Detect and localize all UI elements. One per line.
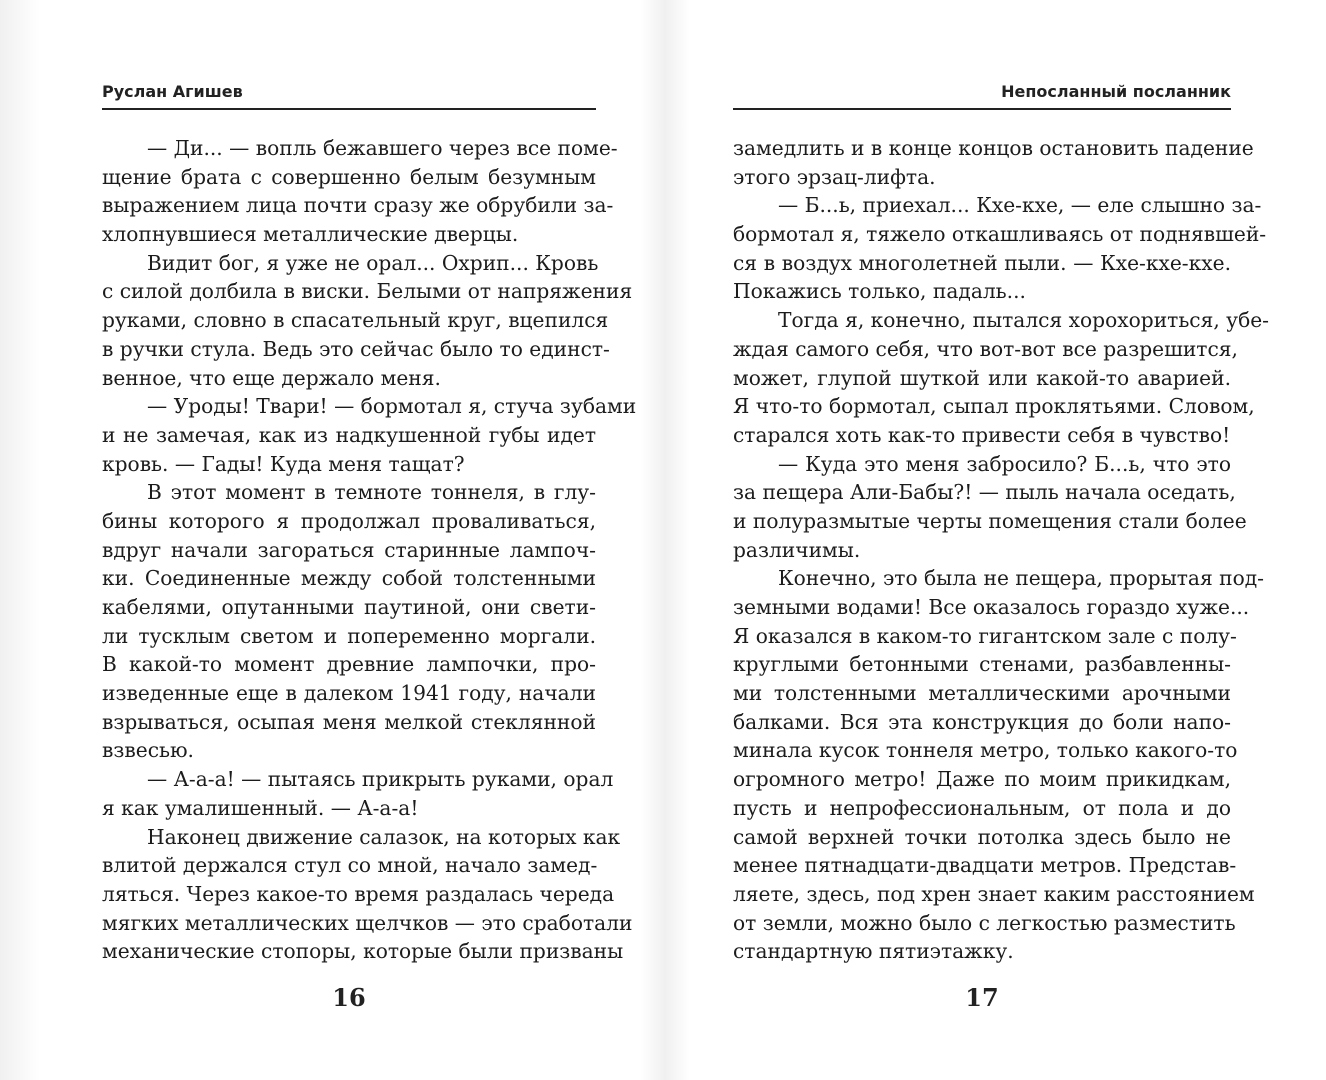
text-line: влитой держался стул со мной, начало замед- (102, 853, 598, 878)
text-line: огромного метро! Даже по моим прикидкам, (733, 767, 1231, 792)
text-line: Тогда я, конечно, пытался хорохориться, убе- (778, 308, 1269, 333)
text-line: минала кусок тоннеля метро, только какого-то (733, 738, 1238, 763)
text-line: ся в воздух многолетней пыли. — Кхе-кхе-кхе. (733, 250, 1231, 275)
text-line: ки. Соединенные между собой толстенными (102, 566, 596, 591)
text-line: В какой-то момент древние лампочки, про- (102, 652, 596, 677)
text-line: — Б...ь, приехал... Кхе-кхе, — еле слышно за- (778, 193, 1262, 218)
text-line: ляться. Через какое-то время раздалась череда (102, 881, 615, 906)
text-line: и полуразмытые черты помещения стали более (733, 508, 1247, 533)
text-line: мягких металлических щелчков — это сработали (102, 910, 633, 935)
text-line: менее пятнадцати-двадцати метров. Представ- (733, 853, 1237, 878)
text-line: кабелями, опутанными паутиной, они свети- (102, 595, 596, 619)
text-line: старался хоть как-то привести себя в чувство! (733, 422, 1231, 447)
text-line: ждая самого себя, что вот-вот все разрешится, (733, 336, 1238, 361)
left-page-text (102, 134, 637, 966)
text-line: земными водами! Все оказалось гораздо хуже... (733, 595, 1250, 619)
text-line: может, глупой шуткой или какой-то аварией. (733, 365, 1231, 390)
header-rule (733, 108, 1231, 110)
text-line: — А-а-а! — пытаясь прикрыть руками, орал (147, 767, 614, 792)
text-line: хлопнувшиеся металлические дверцы. (102, 222, 519, 247)
running-head-title: Непосланный посланник (1001, 82, 1231, 101)
text-line: Я что-то бормотал, сыпал проклятьями. Словом, (733, 394, 1255, 419)
text-line: балками. Вся эта конструкция до боли напо- (733, 709, 1231, 734)
text-line: этого эрзац-лифта. (733, 164, 936, 189)
text-line: ми толстенными металлическими арочными (733, 681, 1231, 706)
text-line: стандартную пятиэтажку. (733, 939, 1014, 964)
text-line: взрываться, осыпая меня мелкой стеклянной (102, 709, 596, 734)
right-page (733, 0, 1269, 1080)
text-line: в ручки стула. Ведь это сейчас было то единст- (102, 336, 610, 361)
text-line: бины которого я продолжал проваливаться, (102, 508, 596, 533)
running-head-author: Руслан Агишев (102, 82, 243, 101)
left-page (102, 0, 637, 1080)
text-line: и не замечая, как из надкушенной губы идет (102, 422, 596, 447)
text-line: венное, что еще держало меня. (102, 365, 441, 390)
text-line: В этот момент в темноте тоннеля, в глу- (147, 480, 596, 505)
text-line: самой верхней точки потолка здесь было не (733, 824, 1231, 849)
text-line: Наконец движение салазок, на которых как (147, 824, 621, 849)
text-line: изведенные еще в далеком 1941 году, начали (102, 681, 596, 706)
text-line: ли тусклым светом и попеременно моргали. (102, 623, 596, 648)
text-line: пусть и непрофессиональным, от пола и до (733, 795, 1231, 820)
text-line: щение брата с совершенно белым безумным (102, 164, 596, 189)
text-line: — Уроды! Твари! — бормотал я, стуча зубами (147, 394, 637, 419)
header-rule (102, 108, 596, 110)
text-line: вдруг начали загораться старинные лампоч- (102, 537, 596, 562)
text-line: кровь. — Гады! Куда меня тащат? (102, 451, 465, 476)
text-line: руками, словно в спасательный круг, вцепился (102, 308, 609, 333)
text-line: механические стопоры, которые были призваны (102, 939, 624, 964)
text-line: различимы. (733, 537, 861, 562)
text-line: Видит бог, я уже не орал... Охрип... Кровь (147, 250, 599, 275)
text-line: Конечно, это была не пещера, прорытая под- (778, 566, 1264, 591)
right-page-text (733, 134, 1269, 966)
text-line: Я оказался в каком-то гигантском зале с полу- (733, 623, 1237, 648)
text-line: за пещера Али-Бабы?! — пыль начала оседать, (733, 480, 1236, 505)
page-number-right: 17 (965, 983, 999, 1012)
book-gutter (640, 0, 690, 1080)
text-line: — Куда это меня забросило? Б...ь, что это (778, 451, 1231, 476)
text-line: я как умалишенный. — А-а-а! (102, 795, 419, 820)
page-number-left: 16 (332, 983, 366, 1012)
text-line: замедлить и в конце концов остановить падение (733, 136, 1254, 160)
text-line: круглыми бетонными стенами, разбавленны- (733, 652, 1231, 677)
text-line: с силой долбила в виски. Белыми от напряжения (102, 279, 633, 304)
text-line: выражением лица почти сразу же обрубили за- (102, 193, 614, 218)
text-line: ляете, здесь, под хрен знает каким расстоянием (733, 881, 1255, 906)
text-line: — Ди... — вопль бежавшего через все поме- (147, 136, 618, 160)
text-line: от земли, можно было с легкостью разместить (733, 910, 1236, 935)
text-line: бормотал я, тяжело откашливаясь от поднявшей- (733, 222, 1267, 247)
text-line: Покажись только, падаль... (733, 279, 1026, 304)
text-line: взвесью. (102, 738, 194, 763)
